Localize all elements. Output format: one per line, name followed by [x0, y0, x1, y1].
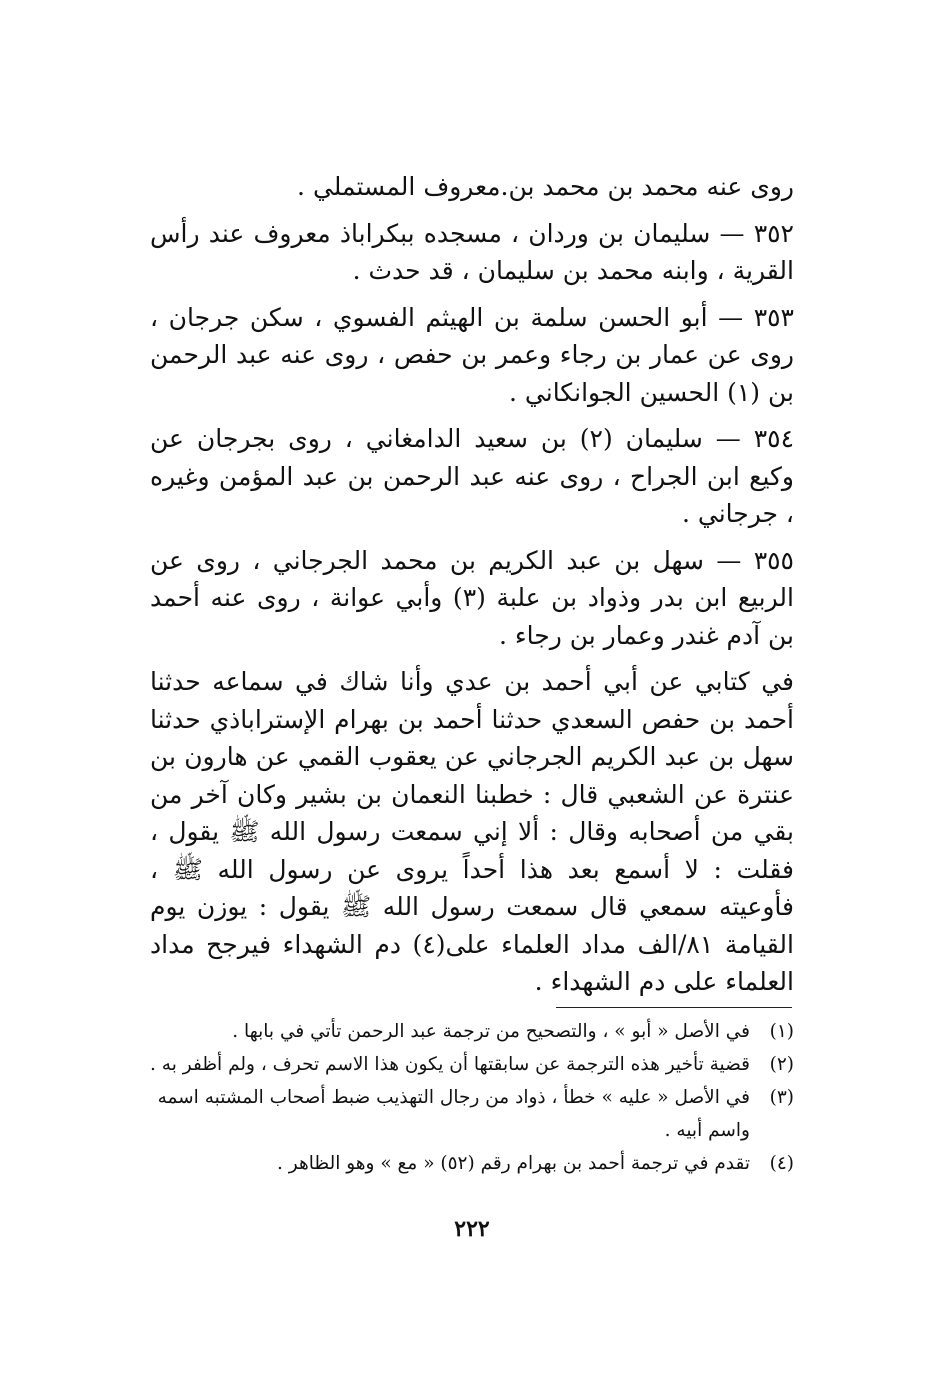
entry-353: ٣٥٣ — أبو الحسن سلمة بن الهيثم الفسوي ، سكن جرجان ، روى عن عمار بن رجاء وعمر بن حفص ، روى عنه عبد الرحمن بن (١) الحسين الجوانكاني . — [150, 302, 794, 407]
footnote-text: تقدم في ترجمة أحمد بن بهرام رقم (٥٢) « مع » وهو الظاهر . — [277, 1153, 750, 1174]
page-number: ٢٢٢ — [454, 1216, 490, 1242]
footnote-number: (٢) — [769, 1054, 794, 1075]
footnote-number: (٤) — [769, 1153, 794, 1174]
entry-355: ٣٥٥ — سهل بن عبد الكريم بن محمد الجرجاني ، روى عن الربيع ابن بدر وذواد بن علبة (٣) وأبي عوانة ، روى عنه أحمد بن آدم غندر وعمار بن رجاء . — [150, 545, 794, 650]
footnote-number: (٣) — [769, 1087, 794, 1108]
footnote — [150, 1081, 794, 1147]
footnote-text: في الأصل « عليه » خطأ ، ذواد من رجال التهذيب ضبط أصحاب المشتبه اسمه واسم أبيه . — [157, 1087, 750, 1141]
footnote — [150, 1015, 794, 1048]
footnote — [150, 1147, 794, 1180]
footnote — [150, 1048, 794, 1081]
footnotes — [150, 1015, 794, 1180]
paragraph-continuation: روى عنه محمد بن محمد بن.معروف المستملي . — [297, 172, 794, 201]
footnote-text: في الأصل « أبو » ، والتصحيح من ترجمة عبد الرحمن تأتي في بابها . — [232, 1021, 750, 1042]
footnote-text: قضية تأخير هذه الترجمة عن سابقتها أن يكون هذا الاسم تحرف ، ولم أظفر به . — [150, 1054, 750, 1075]
footnote-number: (١) — [769, 1021, 794, 1042]
footnote-separator — [556, 1007, 792, 1008]
entry-354: ٣٥٤ — سليمان (٢) بن سعيد الدامغاني ، روى بجرجان عن وكيع ابن الجراح ، روى عنه عبد الرحمن بن عبد المؤمن وغيره ، جرجاني . — [150, 424, 795, 528]
main-text — [150, 168, 794, 1010]
hadith-paragraph: في كتابي عن أبي أحمد بن عدي وأنا شاك في سماعه حدثنا أحمد بن حفص السعدي حدثنا أحمد بن بهرام الإستراباذي حدثنا سهل بن عبد الكريم الجرجاني عن يعقوب القمي عن هارون بن عنترة عن الشعبي قال : خطبنا النعمان بن بشير وكان آخر من بقي من أصحابه وقال : ألا إني سمعت رسول الله ﷺ يقول ، فقلت : لا أسمع بعد هذا أحداً يروى عن رسول الله ﷺ ، فأوعيته سمعي قال سمعت رسول الله ﷺ يقول : يوزن يوم القيامة ٨١/الف مداد العلماء على(٤) دم الشهداء فيرجح مداد العلماء على دم الشهداء . — [150, 667, 794, 996]
entry-352: ٣٥٢ — سليمان بن وردان ، مسجده ببكراباذ معروف عند رأس القرية ، وابنه محمد بن سليمان ، قد حدث . — [150, 218, 794, 285]
